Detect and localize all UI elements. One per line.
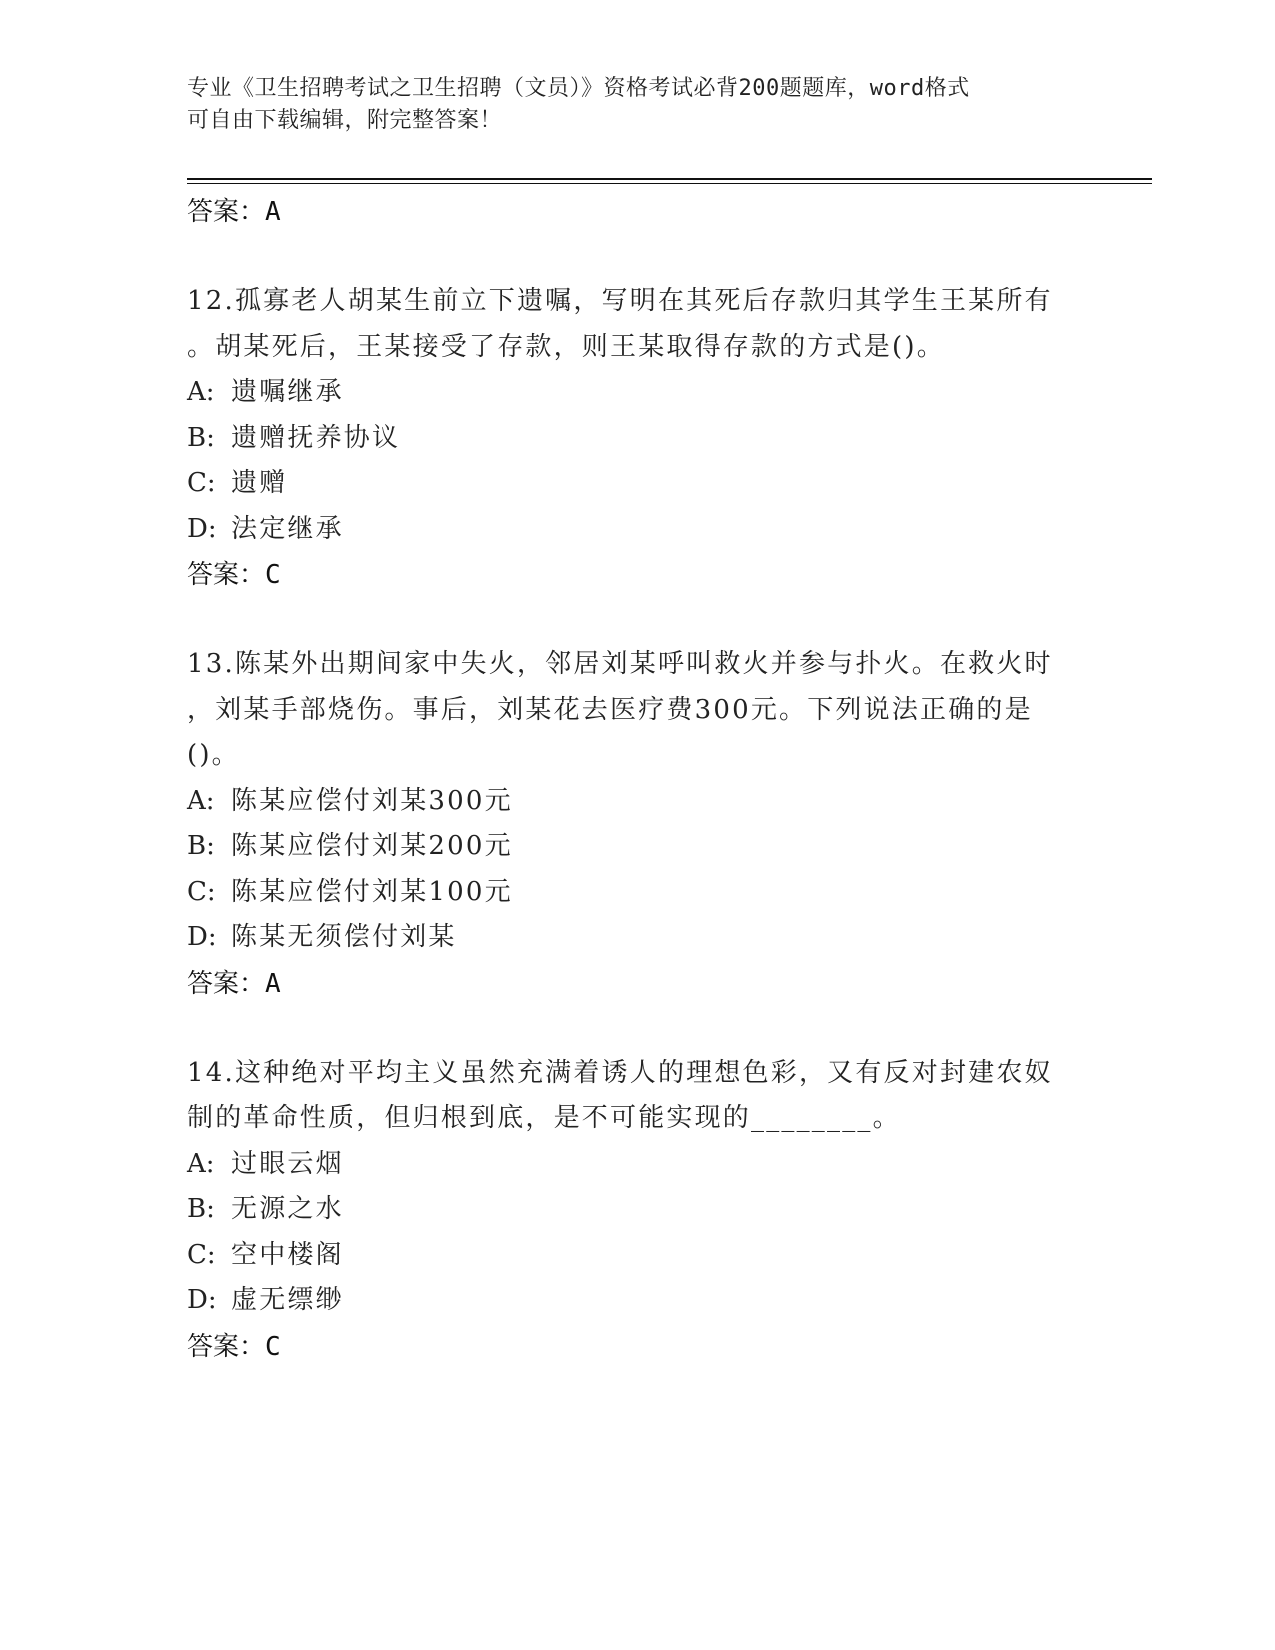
stem-line: 。胡某死后，王某接受了存款，则王某取得存款的方式是()。: [187, 331, 945, 362]
answer-value: C: [265, 560, 281, 590]
option-key: A:: [187, 785, 215, 816]
option-c: [187, 870, 1087, 916]
option-text: 陈某应偿付刘某300元: [231, 785, 513, 816]
stem-line: 12.孤寡老人胡某生前立下遗嘱，写明在其死后存款归其学生王某所有: [187, 286, 1053, 316]
option-text: 遗赠: [231, 468, 288, 498]
option-key: D:: [187, 1285, 217, 1315]
option-key: B:: [187, 1194, 215, 1224]
question-14: [187, 1051, 1087, 1370]
answer-value: C: [265, 1331, 281, 1362]
option-text: 陈某应偿付刘某200元: [231, 831, 513, 861]
option-text: 陈某应偿付刘某100元: [231, 876, 513, 907]
option-key: B:: [187, 422, 215, 453]
option-c: [187, 461, 1087, 507]
header-line-2: 可自由下载编辑，附完整答案！: [187, 108, 503, 133]
option-b: [187, 824, 1087, 870]
question-stem: [187, 279, 1087, 370]
option-text: 虚无缥缈: [231, 1285, 344, 1315]
question-12: [187, 279, 1087, 598]
option-a: [187, 1142, 1087, 1188]
option-d: [187, 1278, 1087, 1324]
option-key: C:: [187, 876, 216, 907]
option-key: D:: [187, 922, 217, 952]
option-key: D:: [187, 513, 217, 544]
answer-line: [187, 961, 1087, 1007]
option-key: B:: [187, 831, 215, 861]
answer-label: 答案：: [187, 197, 266, 227]
option-text: 遗赠抚养协议: [231, 422, 401, 453]
stem-line: ，刘某手部烧伤。事后，刘某花去医疗费300元。下列说法正确的是: [187, 694, 1033, 725]
previous-answer: [187, 189, 1087, 235]
question-stem: [187, 1051, 1087, 1142]
spacer: [187, 235, 1087, 279]
answer-value: A: [265, 968, 281, 999]
option-text: 法定继承: [231, 513, 344, 544]
answer-label: 答案：: [187, 1331, 266, 1362]
option-key: A:: [187, 377, 215, 407]
page-header: [187, 73, 1067, 137]
answer-line: [187, 552, 1087, 598]
question-list: [187, 189, 1087, 1370]
option-c: [187, 1233, 1087, 1279]
option-key: C:: [187, 1239, 216, 1270]
spacer: [187, 598, 1087, 642]
option-text: 过眼云烟: [231, 1148, 344, 1179]
answer-line: [187, 1324, 1087, 1370]
header-divider-thick: [187, 178, 1152, 180]
question-stem: [187, 642, 1087, 779]
option-text: 无源之水: [231, 1194, 344, 1224]
option-b: [187, 416, 1087, 462]
stem-line: ()。: [187, 740, 240, 770]
spacer: [187, 1007, 1087, 1051]
option-b: [187, 1187, 1087, 1233]
header-line-1: 专业《卫生招聘考试之卫生招聘（文员）》资格考试必背200题题库，word格式: [187, 76, 970, 101]
stem-line: 13.陈某外出期间家中失火，邻居刘某呼叫救火并参与扑火。在救火时: [187, 649, 1053, 679]
option-key: A:: [187, 1148, 215, 1179]
answer-value: A: [265, 197, 281, 227]
question-13: [187, 642, 1087, 1007]
option-d: [187, 507, 1087, 553]
option-key: C:: [187, 468, 216, 498]
option-text: 遗嘱继承: [231, 377, 344, 407]
stem-line: 14.这种绝对平均主义虽然充满着诱人的理想色彩，又有反对封建农奴: [187, 1057, 1053, 1088]
header-divider-thin: [187, 183, 1152, 184]
option-a: [187, 370, 1087, 416]
option-a: [187, 779, 1087, 825]
option-d: [187, 915, 1087, 961]
answer-label: 答案：: [187, 968, 266, 999]
answer-label: 答案：: [187, 560, 266, 590]
option-text: 空中楼阁: [231, 1239, 344, 1270]
stem-line: 制的革命性质，但归根到底，是不可能实现的________。: [187, 1103, 901, 1133]
option-text: 陈某无须偿付刘某: [231, 922, 457, 952]
